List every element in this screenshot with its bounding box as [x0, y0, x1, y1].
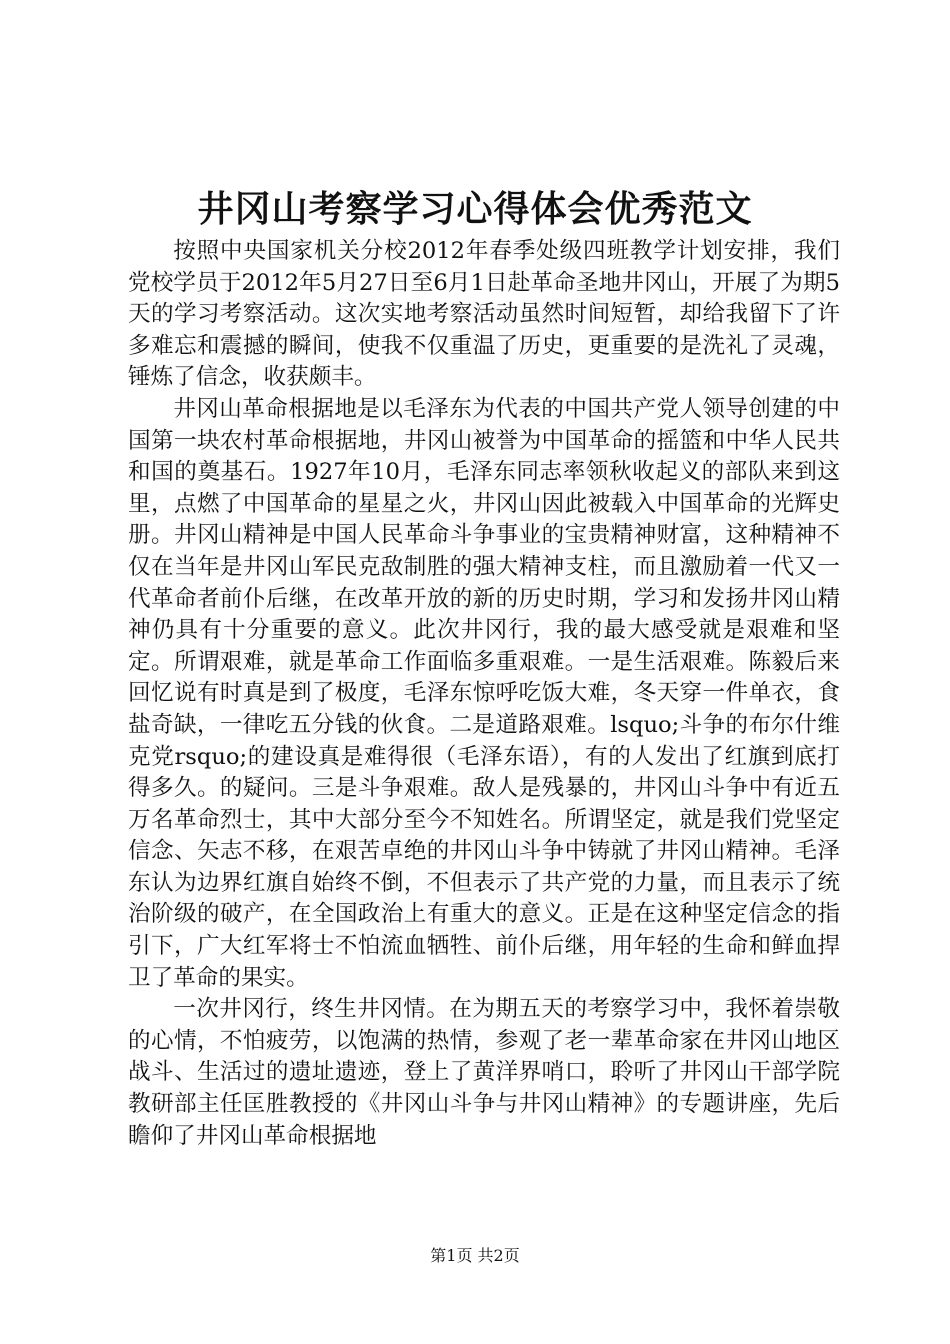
page-number-footer: 第1页 共2页 — [430, 1246, 520, 1265]
paragraph-2: 井冈山革命根据地是以毛泽东为代表的中国共产党人领导创建的中国第一块农村革命根据地，井冈山被誉为中国革命的摇篮和中华人民共和国的奠基石。1927年10月，毛泽东同志率领秋收起义的部队来到这里，点燃了中国革命的星星之火，井冈山因此被载入中国革命的光辉史册。井冈山精神是中国人民革命斗争事业的宝贵精神财富，这种精神不仅在当年是井冈山军民克敌制胜的强大精神支柱，而且激励着一代又一代革命者前仆后继，在改革开放的新的历史时期，学习和发扬井冈山精神仍具有十分重要的意义。此次井冈行，我的最大感受就是艰难和坚定。所谓艰难，就是革命工作面临多重艰难。一是生活艰难。陈毅后来回忆说有时真是到了极度，毛泽东惊呼吃饭大难，冬天穿一件单衣，食盐奇缺，一律吃五分钱的伙食。二是道路艰难。lsquo;斗争的布尔什维克党rsquo;的建设真是难得很（毛泽东语），有的人发出了红旗到底打得多久。的疑问。三是斗争艰难。敌人是残暴的，井冈山斗争中有近五万名革命烈士，其中大部分至今不知姓名。所谓坚定，就是我们党坚定信念、矢志不移，在艰苦卓绝的井冈山斗争中铸就了井冈山精神。毛泽东认为边界红旗自始终不倒，不但表示了共产党的力量，而且表示了统治阶级的破产，在全国政治上有重大的意义。正是在这种坚定信念的指引下，广大红军将士不怕流血牺牲、前仆后继，用年轻的生命和鲜血捍卫了革命的果实。 — [128, 395, 840, 991]
document-title: 井冈山考察学习心得体会优秀范文 — [197, 188, 753, 230]
paragraph-3: 一次井冈行，终生井冈情。在为期五天的考察学习中，我怀着崇敬的心情，不怕疲劳，以饱满的热情，参观了老一辈革命家在井冈山地区战斗、生活过的遗址遗迹，登上了黄洋界哨口，聆听了井冈山干部学院教研部主任匡胜教授的《井冈山斗争与井冈山精神》的专题讲座，先后瞻仰了井冈山革命根据地 — [128, 996, 840, 1149]
document-body — [128, 236, 840, 1152]
paragraph-1: 按照中央国家机关分校2012年春季处级四班教学计划安排，我们党校学员于2012年5月27日至6月1日赴革命圣地井冈山，开展了为期5天的学习考察活动。这次实地考察活动虽然时间短暂，却给我留下了许多难忘和震撼的瞬间，使我不仅重温了历史，更重要的是洗礼了灵魂，锤炼了信念，收获颇丰。 — [128, 238, 840, 391]
